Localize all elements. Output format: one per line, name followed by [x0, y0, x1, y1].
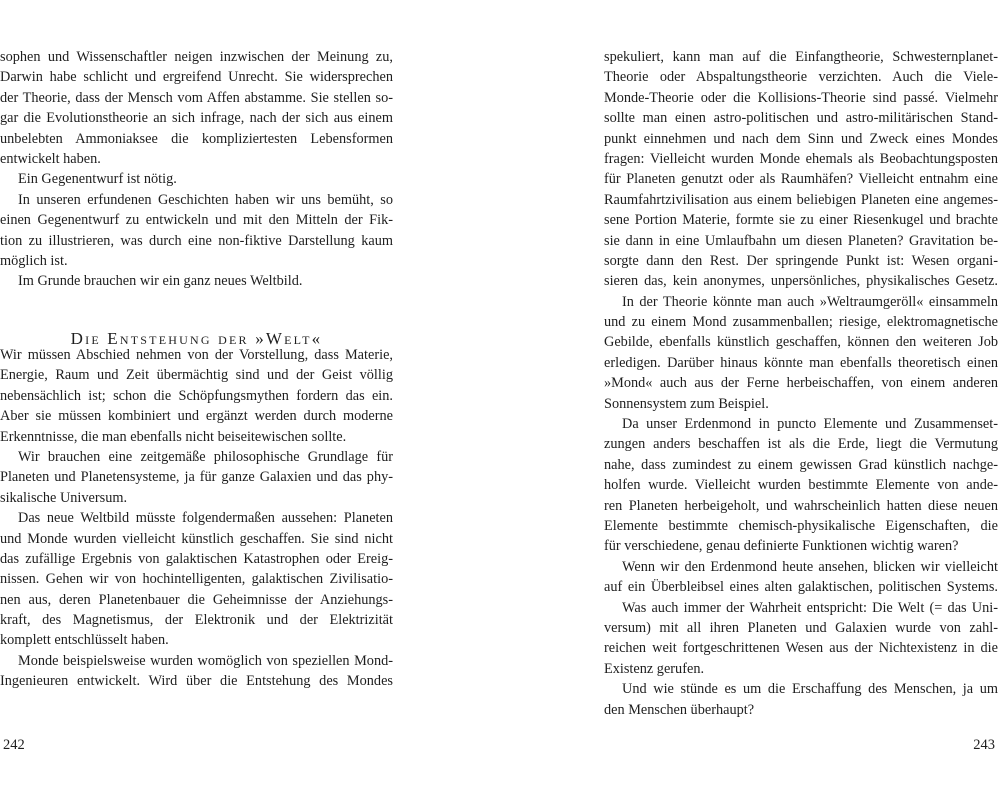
text-line: Im Grunde brauchen wir ein ganz neues Weltbild.: [18, 273, 303, 290]
text-line: versum) mit all ihren Planeten und Galaxien wurde von zahl-: [604, 619, 998, 636]
text-line: für Planeten genutzt oder als Raumhäfen? Vielleicht entnahm eine: [604, 171, 998, 188]
left-page: [0, 0, 393, 800]
text-line: Gebilde, ebenfalls künstlich geschaffen, können den weiteren Job: [604, 334, 998, 351]
text-line: Raumfahrtzivilisation aus einem beliebigen Planeten eine angemes-: [604, 191, 998, 208]
text-line: Wir brauchen eine zeitgemäße philosophische Grundlage für: [18, 448, 393, 465]
body-text-block: [604, 47, 998, 720]
text-line: Elemente bestimmte chemisch-physikalische Eigenschaften, die: [604, 517, 998, 534]
text-line: und Monde wurden vielleicht künstlich geschaffen. Sie sind nicht: [0, 530, 393, 547]
text-line: Theorie oder Abspaltungstheorie verzichten. Auch die Viele-: [604, 69, 998, 86]
text-line: »Mond« auch aus der Ferne herbeischaffen, von einem anderen: [604, 375, 998, 392]
text-line: Monde-Theorie oder die Kollisions-Theorie sind passé. Vielmehr: [604, 89, 998, 106]
text-line: Ingenieuren entwickelt. Wird über die Entstehung des Mondes: [0, 673, 393, 690]
text-line: Und wie stünde es um die Erschaffung des Menschen, ja um: [622, 681, 998, 698]
text-line: sophen und Wissenschaftler neigen inzwischen der Meinung zu,: [0, 49, 393, 65]
text-line: reichen weit fortgeschrittenen Wesen aus der Nichtexistenz in die: [604, 640, 998, 657]
text-line: Das neue Weltbild müsste folgendermaßen aussehen: Planeten: [18, 510, 393, 527]
text-line: erledigen. Darüber hinaus könnte man ebenfalls theoretisch einen: [604, 354, 998, 371]
text-line: ren Planeten herbeigeholt, und wahrscheinlich hatten diese neuen: [604, 497, 998, 514]
text-line: Aber sie müssen kombiniert und ergänzt werden durch moderne: [0, 408, 393, 425]
text-line: fragen: Vielleicht wurden Monde ehemals als Beobachtungsposten: [604, 150, 998, 167]
page-number: 242: [3, 737, 25, 753]
text-line: tion zu illustrieren, was durch eine non-fiktive Darstellung kaum: [0, 232, 393, 249]
text-line: das zufällige Ergebnis von galaktischen Katastrophen oder Ereig-: [0, 550, 393, 567]
text-line: gar die Evolutionstheorie an sich infrage, nach der sich aus einem: [0, 110, 393, 127]
text-line: nahe, dass zumindest zu einem gewissen Grad künstlich nachge-: [604, 456, 998, 473]
text-line: den Menschen überhaupt?: [604, 701, 755, 718]
text-line: Planeten und Planetensysteme, ja für ganze Galaxien und das phy-: [0, 469, 393, 486]
text-line: Wir müssen Abschied nehmen von der Vorstellung, dass Materie,: [0, 347, 393, 363]
text-line: nissen. Gehen wir von hochintelligenten, galaktischen Zivilisatio-: [0, 571, 393, 588]
text-line: punkt einnehmen und nach dem Sinn und Zweck eines Mondes: [604, 130, 998, 147]
page-number: 243: [973, 737, 995, 753]
text-line: möglich ist.: [0, 252, 68, 269]
text-line: sieren das, kein anonymes, unpersönliches, physikalisches Gesetz.: [604, 273, 998, 290]
text-line: unbelebten Ammoniaksee die kompliziertesten Lebensformen: [0, 130, 393, 147]
text-line: sene Portion Materie, formte sie zu einer Riesenkugel und brachte: [604, 212, 998, 229]
text-line: Monde beispielsweise wurden womöglich von speziellen Mond-: [18, 652, 393, 669]
section-heading: Die Entstehung der »Welt«: [70, 329, 323, 348]
text-line: sorgte dann den Rest. Der springende Punkt ist: Wesen organi-: [604, 252, 998, 269]
text-line: Da unser Erdenmond in puncto Elemente und Zusammenset-: [622, 416, 998, 433]
text-line: einen Gegenentwurf zu entwickeln und mit den Mitteln der Fik-: [0, 212, 393, 229]
text-line: entwickelt haben.: [0, 150, 101, 167]
text-line: sollte man einen astro-politischen und astro-militärischen Stand-: [604, 110, 998, 127]
text-line: komplett entschlüsselt haben.: [0, 632, 169, 649]
text-line: Energie, Raum und Zeit übermächtig sind und der Geist völlig: [0, 367, 393, 384]
text-line: sikalische Universum.: [0, 489, 128, 506]
text-line: Erkenntnisse, die man ebenfalls nicht beiseitewischen sollte.: [0, 428, 347, 445]
body-text-block: [0, 47, 393, 292]
text-line: sie dann in eine Umlaufbahn um diesen Planeten? Gravitation be-: [604, 232, 998, 249]
text-line: auf ein Überbleibsel eines alten galaktischen, politischen Systems.: [604, 579, 998, 596]
text-line: der Theorie, dass der Mensch vom Affen abstamme. Sie stellen so-: [0, 89, 393, 106]
text-line: In der Theorie könnte man auch »Weltraumgeröll« einsammeln: [622, 293, 998, 310]
text-line: spekuliert, kann man auf die Einfangtheorie, Schwesternplanet-: [604, 49, 998, 65]
text-line: Was auch immer der Wahrheit entspricht: Die Welt (= das Uni-: [622, 599, 998, 616]
text-line: Existenz gerufen.: [604, 660, 705, 677]
text-line: Sonnensystem zum Beispiel.: [604, 395, 769, 412]
text-line: kraft, des Magnetismus, der Elektronik und der Elektrizität: [0, 612, 393, 629]
body-text-block: [0, 345, 393, 692]
text-line: Ein Gegenentwurf ist nötig.: [18, 171, 177, 188]
right-page: [604, 0, 998, 800]
text-line: Darwin habe schlicht und ergreifend Unrecht. Sie widersprechen: [0, 69, 393, 86]
text-line: nebensächlich ist; schon die Schöpfungsmythen fordern das ein.: [0, 387, 393, 404]
text-line: zungen anders beschaffen ist als die Erde, liegt die Vermutung: [604, 436, 998, 453]
text-line: holfen wurde. Vielleicht wurden bestimmte Elemente von ande-: [604, 477, 998, 494]
text-line: nen aus, deren Planetenbauer die Geheimnisse der Anziehungs-: [0, 591, 393, 608]
text-line: für verschiedene, genau definierte Funktionen wichtig waren?: [604, 538, 959, 555]
text-line: und zu einem Mond zusammenballen; riesige, elektromagnetische: [604, 314, 998, 331]
text-line: In unseren erfundenen Geschichten haben wir uns bemüht, so: [18, 191, 393, 208]
text-line: Wenn wir den Erdenmond heute ansehen, blicken wir vielleicht: [622, 558, 998, 575]
